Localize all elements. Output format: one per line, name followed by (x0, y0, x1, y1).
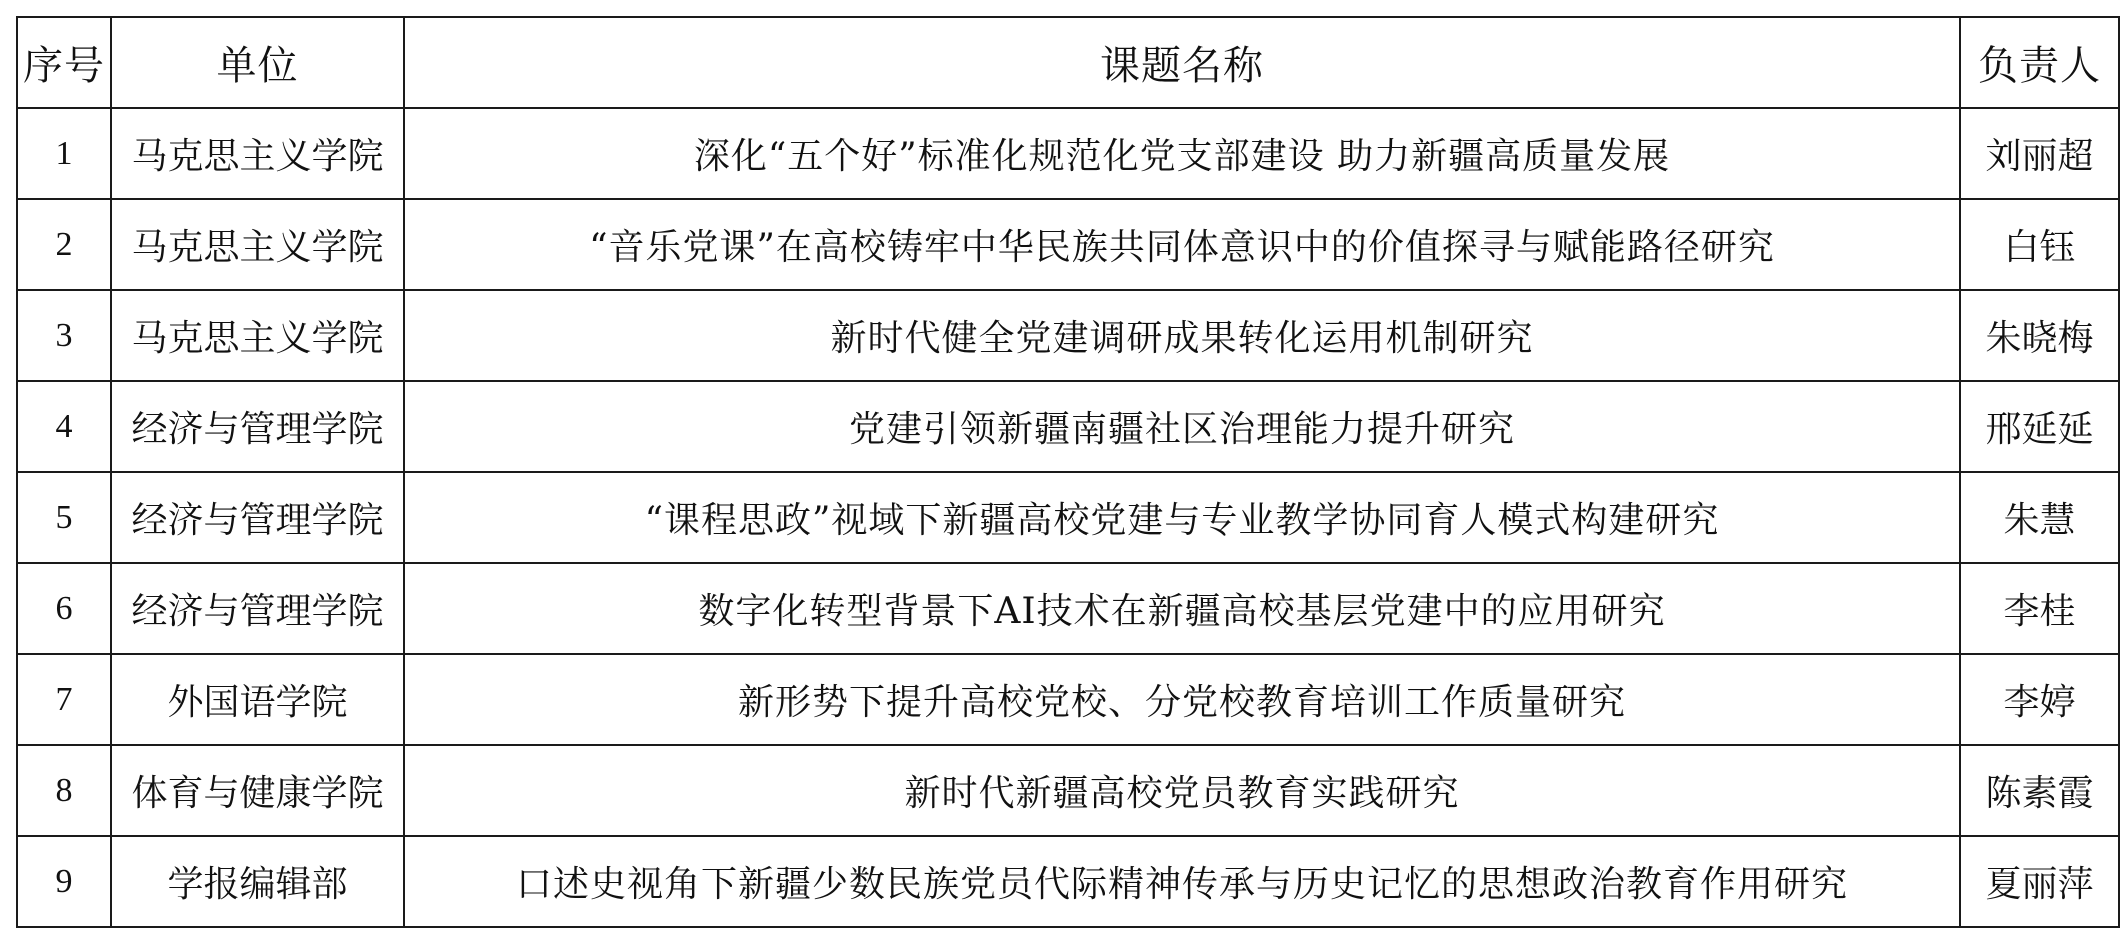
cell-serial-number: 6 (17, 563, 111, 654)
cell-serial-number: 2 (17, 199, 111, 290)
cell-responsible-person: 朱晓梅 (1960, 290, 2119, 381)
table-row (17, 290, 2119, 381)
cell-unit: 马克思主义学院 (111, 290, 404, 381)
table-header (17, 17, 2119, 108)
cell-responsible-person: 李婷 (1960, 654, 2119, 745)
table-row (17, 199, 2119, 290)
cell-unit: 经济与管理学院 (111, 563, 404, 654)
cell-serial-number: 4 (17, 381, 111, 472)
header-unit: 单位 (111, 17, 404, 108)
cell-project-title: 数字化转型背景下AI技术在新疆高校基层党建中的应用研究 (404, 563, 1960, 654)
project-list-sheet (16, 16, 2118, 934)
cell-project-title: “课程思政”视域下新疆高校党建与专业教学协同育人模式构建研究 (404, 472, 1960, 563)
cell-project-title: 新形势下提升高校党校、分党校教育培训工作质量研究 (404, 654, 1960, 745)
table-row (17, 563, 2119, 654)
header-project-title: 课题名称 (404, 17, 1960, 108)
cell-project-title: 口述史视角下新疆少数民族党员代际精神传承与历史记忆的思想政治教育作用研究 (404, 836, 1960, 927)
cell-unit: 体育与健康学院 (111, 745, 404, 836)
table-row (17, 108, 2119, 199)
cell-unit: 学报编辑部 (111, 836, 404, 927)
cell-serial-number: 5 (17, 472, 111, 563)
cell-unit: 外国语学院 (111, 654, 404, 745)
cell-responsible-person: 李桂 (1960, 563, 2119, 654)
table-row (17, 836, 2119, 927)
cell-project-title: 深化“五个好”标准化规范化党支部建设 助力新疆高质量发展 (404, 108, 1960, 199)
cell-unit: 马克思主义学院 (111, 199, 404, 290)
header-serial-number: 序号 (17, 17, 111, 108)
header-row (17, 17, 2119, 108)
table-row (17, 745, 2119, 836)
cell-project-title: 新时代健全党建调研成果转化运用机制研究 (404, 290, 1960, 381)
cell-project-title: 党建引领新疆南疆社区治理能力提升研究 (404, 381, 1960, 472)
cell-responsible-person: 白钰 (1960, 199, 2119, 290)
cell-project-title: 新时代新疆高校党员教育实践研究 (404, 745, 1960, 836)
cell-serial-number: 9 (17, 836, 111, 927)
cell-responsible-person: 陈素霞 (1960, 745, 2119, 836)
table-row (17, 654, 2119, 745)
cell-unit: 马克思主义学院 (111, 108, 404, 199)
header-responsible-person: 负责人 (1960, 17, 2119, 108)
project-table (16, 16, 2120, 928)
cell-project-title: “音乐党课”在高校铸牢中华民族共同体意识中的价值探寻与赋能路径研究 (404, 199, 1960, 290)
cell-unit: 经济与管理学院 (111, 472, 404, 563)
cell-responsible-person: 邢延延 (1960, 381, 2119, 472)
cell-serial-number: 7 (17, 654, 111, 745)
cell-responsible-person: 朱慧 (1960, 472, 2119, 563)
table-body (17, 108, 2119, 927)
table-row (17, 381, 2119, 472)
cell-unit: 经济与管理学院 (111, 381, 404, 472)
table-row (17, 472, 2119, 563)
cell-responsible-person: 夏丽萍 (1960, 836, 2119, 927)
cell-responsible-person: 刘丽超 (1960, 108, 2119, 199)
cell-serial-number: 3 (17, 290, 111, 381)
cell-serial-number: 1 (17, 108, 111, 199)
cell-serial-number: 8 (17, 745, 111, 836)
